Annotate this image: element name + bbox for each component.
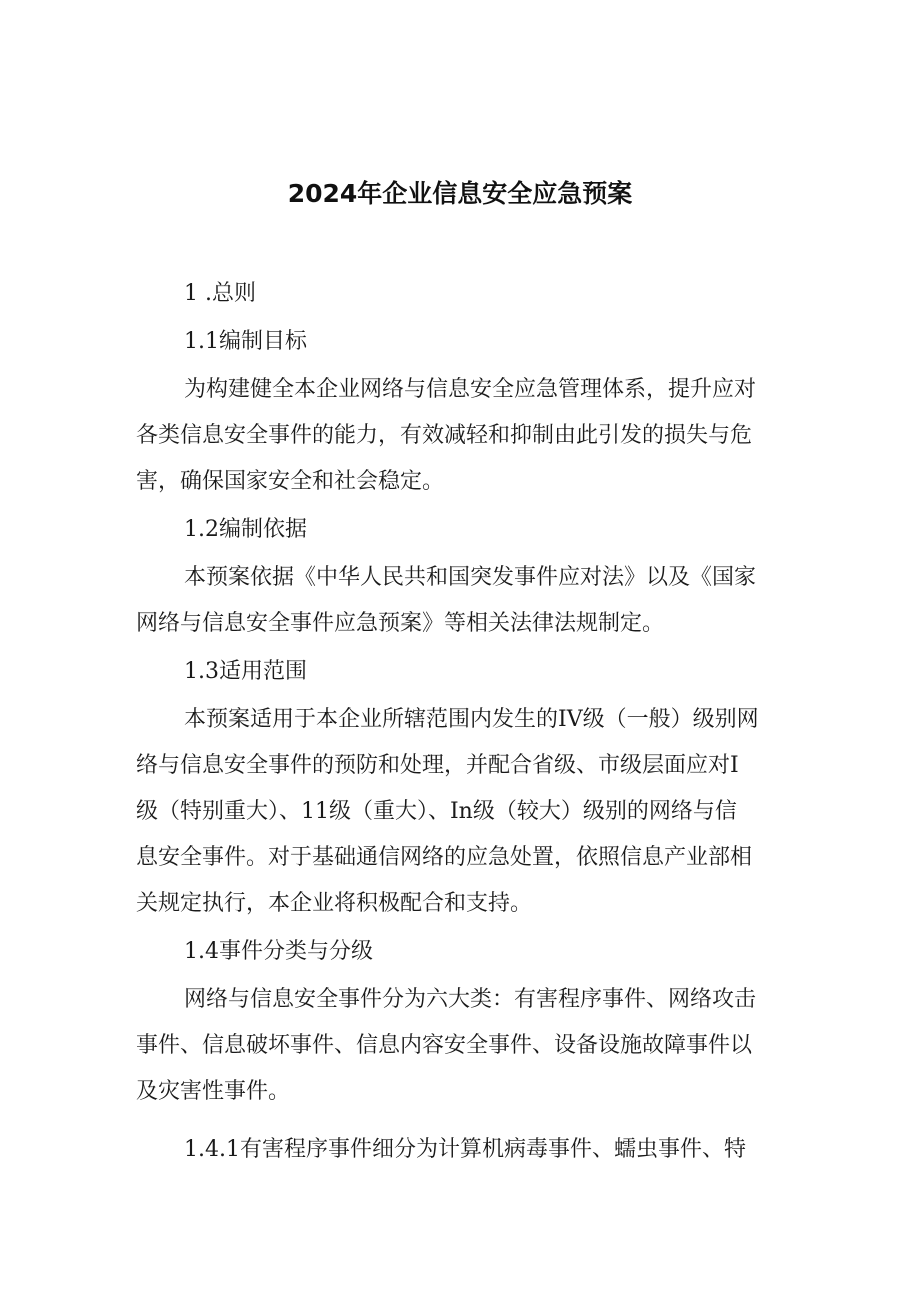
paragraph-line: 级（特别重大）、11级（重大）、In级（较大）级别的网络与信 [136,799,737,824]
paragraph-line: 网络与信息安全事件应急预案》等相关法律法规制定。 [136,611,665,636]
paragraph-line: 息安全事件。对于基础通信网络的应急处置，依照信息产业部相 [136,845,753,870]
paragraph-line: 事件、信息破坏事件、信息内容安全事件、设备设施故障事件以 [136,1033,753,1058]
paragraph-basis [136,560,792,642]
paragraph-line: 本预案适用于本企业所辖范围内发生的IV级（一般）级别网 [184,707,759,732]
paragraph-classification [136,982,792,1110]
section-heading-scope: 1.3适用范围 [184,659,307,684]
section-heading-basis: 1.2编制依据 [184,517,307,542]
document-body [136,276,792,1180]
section-heading-objectives: 1.1编制目标 [184,329,307,354]
paragraph-line: 本预案依据《中华人民共和国突发事件应对法》以及《国家 [184,565,757,590]
paragraph-malware-events [136,1132,792,1168]
paragraph-line: 络与信息安全事件的预防和处理，并配合省级、市级层面应对I [136,753,739,778]
section-heading-general: 1 .总则 [184,281,256,306]
document-title: 2024年企业信息安全应急预案 [287,179,633,208]
paragraph-line: 为构建健全本企业网络与信息安全应急管理体系，提升应对 [184,377,757,402]
paragraph-line: 1.4.1有害程序事件细分为计算机病毒事件、蠕虫事件、特 [184,1137,746,1162]
paragraph-line: 关规定执行，本企业将积极配合和支持。 [136,891,533,916]
paragraph-line: 各类信息安全事件的能力，有效减轻和抑制由此引发的损失与危 [136,423,753,448]
section-heading-classification: 1.4事件分类与分级 [184,939,373,964]
paragraph-scope [136,702,792,922]
paragraph-line: 害，确保国家安全和社会稳定。 [136,469,445,494]
paragraph-line: 及灾害性事件。 [136,1079,291,1104]
paragraph-objectives [136,372,792,500]
paragraph-line: 网络与信息安全事件分为六大类：有害程序事件、网络攻击 [184,987,757,1012]
